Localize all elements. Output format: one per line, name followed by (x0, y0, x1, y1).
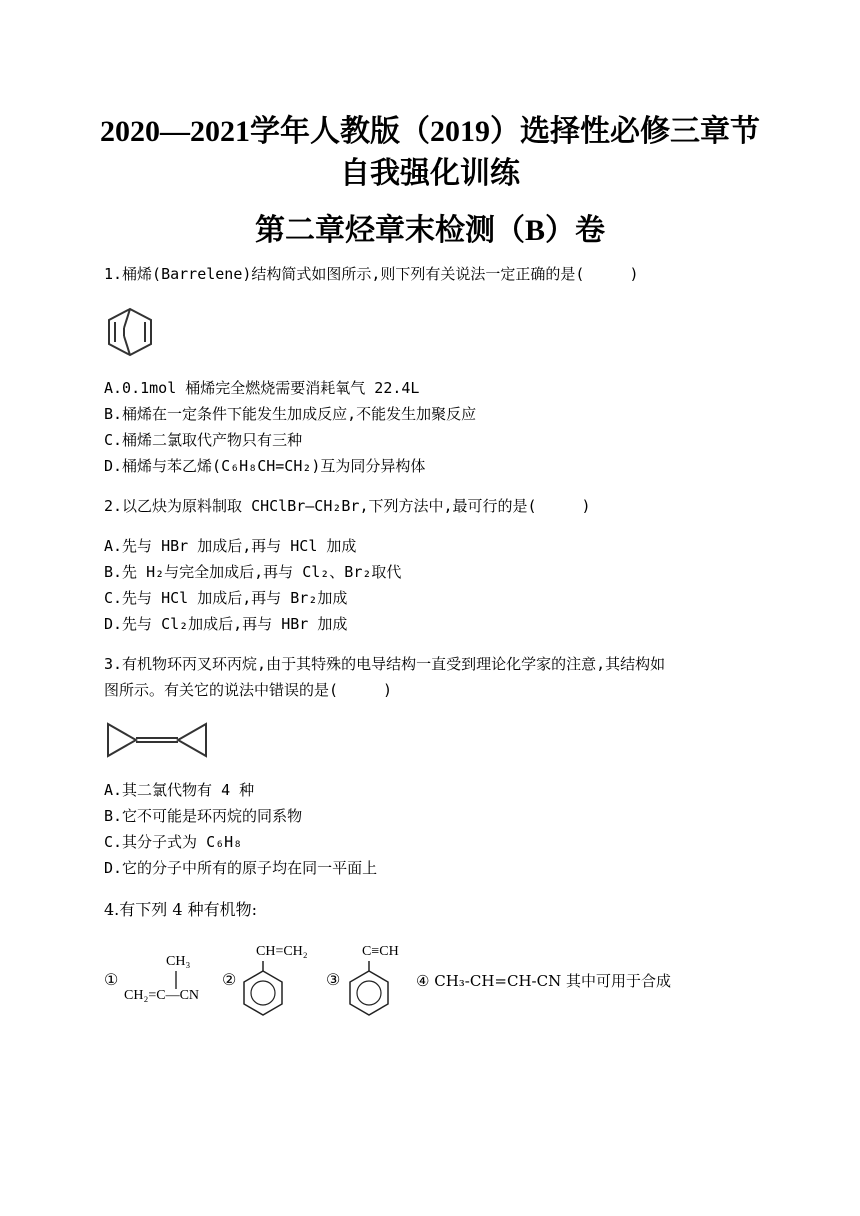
q4-m1-ch3: CH₃ (166, 954, 191, 969)
q1-option-a: A.0.1mol 桶烯完全燃烧需要消耗氧气 22.4L (104, 379, 420, 397)
q4-m1-bond (174, 971, 178, 989)
q4-m2-group: CH=CH₂ (256, 944, 308, 959)
q1-option-d: D.桶烯与苯乙烯(C₆H₈CH=CH₂)互为同分异构体 (104, 457, 426, 475)
q4-m2-number: ② (222, 970, 237, 989)
q2-option-b: B.先 H₂与完全加成后,再与 Cl₂、Br₂取代 (104, 563, 402, 581)
q4-m1-number: ① (104, 970, 119, 989)
document-title-line2: 自我强化训练 (340, 157, 520, 190)
q3-option-a: A.其二氯代物有 4 种 (104, 781, 255, 799)
q3-option-b: B.它不可能是环丙烷的同系物 (104, 807, 303, 825)
q4-stem: 4.有下列 4 种有机物: (104, 900, 258, 919)
q2-option-d: D.先与 Cl₂加成后,再与 HBr 加成 (104, 615, 348, 633)
q1-option-b: B.桶烯在一定条件下能发生加成反应,不能发生加聚反应 (104, 405, 477, 423)
cyclopropylidenecyclopropane-structure (104, 720, 212, 760)
q3-option-c: C.其分子式为 C₆H₈ (104, 833, 243, 851)
q1-stem: 1.桶烯(Barrelene)结构简式如图所示,则下列有关说法一定正确的是( ) (104, 265, 639, 283)
q3-stem-line1: 3.有机物环丙叉环丙烷,由于其特殊的电导结构一直受到理论化学家的注意,其结构如 (104, 655, 666, 673)
document-subtitle: 第二章烃章末检测（B）卷 (254, 214, 605, 247)
barrelene-structure (104, 306, 156, 358)
document-title-line1: 2020—2021学年人教版（2019）选择性必修三章节 (100, 115, 760, 148)
q2-option-a: A.先与 HBr 加成后,再与 HCl 加成 (104, 537, 357, 555)
styrene-ring-structure (240, 961, 286, 1019)
q1-option-c: C.桶烯二氯取代产物只有三种 (104, 431, 303, 449)
q2-stem: 2.以乙炔为原料制取 CHClBr—CH₂Br,下列方法中,最可行的是( ) (104, 497, 591, 515)
phenylacetylene-ring-structure (346, 961, 392, 1019)
q4-m3-group: C≡CH (362, 944, 399, 959)
q2-option-c: C.先与 HCl 加成后,再与 Br₂加成 (104, 589, 348, 607)
q4-m4-text: ④ CH₃-CH=CH-CN 其中可用于合成 (416, 972, 671, 990)
q3-stem-line2: 图所示。有关它的说法中错误的是( ) (104, 681, 393, 699)
q3-option-d: D.它的分子中所有的原子均在同一平面上 (104, 859, 378, 877)
q4-m3-number: ③ (326, 970, 341, 989)
q4-m1-formula: CH₂=C—CN (124, 988, 200, 1003)
